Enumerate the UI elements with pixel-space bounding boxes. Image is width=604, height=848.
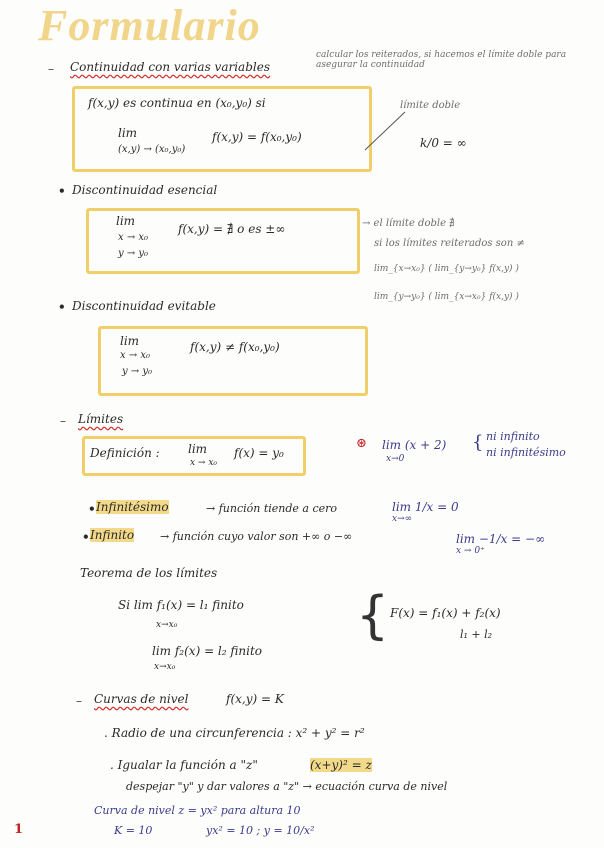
bullet-dot: • [58,184,66,198]
continuidad-eq: f(x,y) = f(x₀,y₀) [212,130,302,144]
bullet-dash: – [60,414,66,428]
limites-heading: Límites [78,412,124,426]
curvas-heading: Curvas de nivel [94,692,189,706]
esencial-reit2: lim_{y→y₀} ( lim_{x→x₀} f(x,y) ) [374,292,519,302]
curvas-line2: . Igualar la función a "z" [110,758,258,772]
teorema-line1: Si lim f₁(x) = l₁ finito [118,598,244,612]
asterisk-icon: ⊛ [356,436,367,451]
teorema-sub1: x→x₀ [156,620,178,630]
bullet-dash: – [76,694,82,708]
esencial-note2: si los límites reiterados son ≠ [374,238,525,249]
evitable-sub1: x → x₀ [120,350,151,361]
teorema-line2: lim f₂(x) = l₂ finito [152,644,263,658]
infinito-example-sub: x → 0⁺ [456,546,485,556]
limite-doble-eq: k/0 = ∞ [420,136,467,150]
limites-example-note1: ni infinito [486,430,540,443]
limite-doble-note: límite doble [400,100,461,111]
limites-expr: f(x) = y₀ [234,446,284,460]
teorema-sub2: x→x₀ [154,662,176,672]
teorema-heading: Teorema de los límites [80,566,218,580]
curvas-line1: . Radio de una circunferencia : x² + y² = r² [104,726,365,740]
evitable-expr: f(x,y) ≠ f(x₀,y₀) [190,340,280,354]
limites-example-note2: ni infinitésimo [486,446,566,459]
esencial-note1: → el límite doble ∄ [362,218,455,229]
curvas-line2-box: (x+y)² = z [310,758,372,772]
bullet-dot: • [58,300,66,314]
continuidad-note: calcular los reiterados, si hacemos el límite doble para asegurar la continuidad [316,50,567,70]
esencial-sub2: y → y₀ [118,248,149,259]
continuidad-heading: Continuidad con varias variables [70,60,270,74]
bullet-dot: • [82,530,90,544]
curvas-line5b: yx² = 10 ; y = 10/x² [206,824,315,837]
esencial-lim: lim [116,214,136,228]
teorema-result1: F(x) = f₁(x) + f₂(x) [390,606,501,620]
evitable-sub2: y → y₀ [122,366,153,377]
page-number: 1 [14,822,24,837]
esencial-sub1: x → x₀ [118,232,149,243]
evitable-heading: Discontinuidad evitable [72,299,216,313]
bullet-dot: • [88,502,96,516]
arrow-icon [360,110,410,155]
teorema-result2: l₁ + l₂ [460,628,493,641]
continuidad-lim: lim [118,126,138,140]
brace-icon: { [472,432,484,453]
curvas-line3: despejar "y" y dar valores a "z" → ecuación curva de nivel [126,780,448,793]
esencial-expr: f(x,y) = ∄ o es ±∞ [178,222,286,236]
infinitesimo-example: lim 1/x = 0 [392,500,459,514]
esencial-heading: Discontinuidad esencial [72,183,218,197]
infinitesimo-label: Infinitésimo [96,500,169,514]
infinitesimo-example-sub: x→∞ [392,514,413,524]
continuidad-lim-sub: (x,y) → (x₀,y₀) [118,144,186,155]
curvas-line5a: K = 10 [114,824,153,837]
limites-example: lim (x + 2) [382,438,447,452]
continuidad-def-line: f(x,y) es continua en (x₀,y₀) si [88,96,266,110]
bullet-dash: – [48,62,54,76]
infinito-label: Infinito [90,528,135,542]
limites-def-label: Definición : [90,446,160,460]
infinito-desc: → función cuyo valor son +∞ o −∞ [160,530,353,543]
infinito-example: lim −1/x = −∞ [456,532,546,546]
curvas-heading-expr: f(x,y) = K [226,692,284,706]
evitable-lim: lim [120,334,140,348]
limites-example-sub: x→0 [386,454,405,464]
limites-lim: lim [188,442,208,456]
limites-sub: x → x₀ [190,458,218,468]
curvas-line4: Curva de nivel z = yx² para altura 10 [94,804,301,817]
infinitesimo-desc: → función tiende a cero [206,502,338,515]
brace-icon: { [356,586,390,646]
page-title: Formulario [38,1,261,50]
esencial-reit1: lim_{x→x₀} ( lim_{y→y₀} f(x,y) ) [374,264,519,274]
